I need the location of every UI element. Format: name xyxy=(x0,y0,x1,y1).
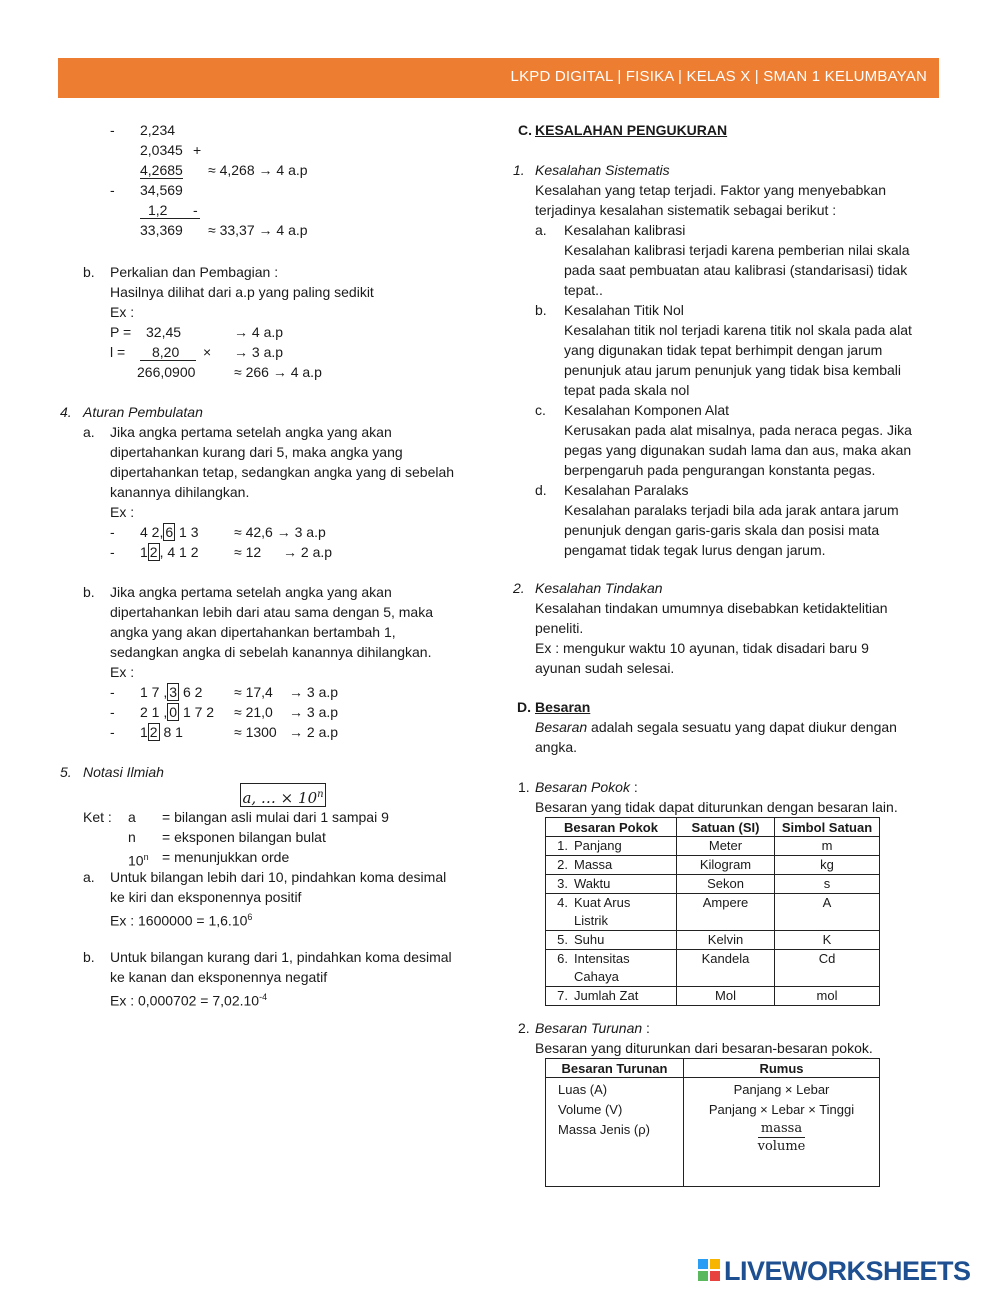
cell-besaran: 1. Panjang xyxy=(546,837,677,856)
table-row xyxy=(546,1078,880,1187)
col-header: Besaran Pokok xyxy=(546,818,677,837)
sistematis-line-1: Kesalahan yang tetap terjadi. Faktor yang menyebabkan xyxy=(535,182,887,198)
titik-nol-line-2: yang digunakan tidak tepat berhimpit dengan jarum xyxy=(564,342,883,358)
section-d-title: Besaran xyxy=(535,699,591,715)
table-header-row xyxy=(546,818,880,837)
cell-satuan: Kelvin xyxy=(677,931,775,950)
round-a-line-1: Jika angka pertama setelah angka yang akan xyxy=(110,424,392,440)
notasi-b-line-1: Untuk bilangan kurang dari 1, pindahkan koma desimal xyxy=(110,949,452,965)
cell-besaran: 3. Waktu xyxy=(546,875,677,894)
round-title: Aturan Pembulatan xyxy=(83,404,203,420)
round-b-ex1-ap: → 3 a.p xyxy=(289,684,339,700)
tindakan-line-3: Ex : mengukur waktu 10 ayunan, tidak disadari baru 9 xyxy=(535,640,869,656)
liveworksheets-logo xyxy=(698,1256,993,1286)
add-ex2-a: 34,569 xyxy=(140,182,183,198)
item-marker: b. xyxy=(83,949,95,965)
cell-simbol: A xyxy=(775,894,880,931)
cell-simbol: kg xyxy=(775,856,880,875)
round-b-line-1: Jika angka pertama setelah angka yang akan xyxy=(110,584,392,600)
cell-satuan: Kilogram xyxy=(677,856,775,875)
round-b-ex1: 1 7 , 3 6 2 xyxy=(140,684,203,700)
header-title: LKPD DIGITAL | FISIKA | KELAS X | SMAN 1 KELUMBAYAN xyxy=(510,68,927,85)
round-a-ex2-approx: ≈ 12 xyxy=(234,544,262,560)
table-row xyxy=(546,894,880,931)
paralaks-line-3: pengamat tidak tegak lurus dengan jarum. xyxy=(564,542,826,558)
section-number: 2. xyxy=(518,1020,530,1036)
logo-text: LIVEWORKSHEETS xyxy=(724,1256,971,1286)
ket-orde-symbol: 10$^n$ xyxy=(128,852,149,869)
table-row xyxy=(546,950,880,987)
mult-desc: Hasilnya dilihat dari a.p yang paling sedikit xyxy=(110,284,374,300)
mult-l-ap: → 3 a.p xyxy=(234,344,284,360)
turunan-names-cell xyxy=(546,1078,684,1187)
table-header-row xyxy=(546,1059,880,1078)
table-row xyxy=(546,875,880,894)
add-ex1-a: 2,234 xyxy=(140,122,176,138)
round-b-ex3-approx: ≈ 1300 xyxy=(234,724,277,740)
paralaks-title: Kesalahan Paralaks xyxy=(564,482,689,498)
cell-besaran: 5. Suhu xyxy=(546,931,677,950)
section-number: 2. xyxy=(513,580,525,596)
round-b-ex2-ap: → 3 a.p xyxy=(289,704,339,720)
paralaks-line-1: Kesalahan paralaks terjadi bila ada jarak antara jarum xyxy=(564,502,899,518)
ket-orde-desc: = menunjukkan orde xyxy=(162,849,290,865)
table-body xyxy=(546,837,880,1006)
rumus-luas: Panjang × Lebar xyxy=(733,1082,830,1097)
ket-label: Ket : xyxy=(83,809,112,825)
pokok-title: Besaran Pokok : xyxy=(535,779,638,795)
tindakan-line-2: peneliti. xyxy=(535,620,584,636)
round-b-ex2-approx: ≈ 21,0 xyxy=(234,704,273,720)
section-number: 1. xyxy=(513,162,525,178)
titik-nol-line-3: penunjuk atau jarum penunjuk yang tidak bisa kembali xyxy=(564,362,901,378)
section-letter: D. xyxy=(517,699,531,715)
round-b-line-2: dipertahankan lebih dari atau sama dengan 5, maka xyxy=(110,604,433,620)
item-marker: b. xyxy=(535,302,547,318)
dash: - xyxy=(110,724,115,740)
mult-p-value: 32,45 xyxy=(146,324,182,340)
item-marker: a. xyxy=(83,424,95,440)
item-marker: a. xyxy=(83,869,95,885)
add-ex2-op: - xyxy=(193,202,198,218)
notasi-b-line-2: ke kanan dan eksponennya negatif xyxy=(110,969,328,985)
round-a-ex2-ap: → 2 a.p xyxy=(283,544,333,560)
round-b-line-4: sedangkan angka di sebelah kanannya dihilangkan. xyxy=(110,644,432,660)
sistematis-title: Kesalahan Sistematis xyxy=(535,162,670,178)
cell-satuan: Mol xyxy=(677,987,775,1006)
kalibrasi-line-2: pada saat pembuatan atau kalibrasi (standarisasi) tidak xyxy=(564,262,908,278)
rumus-volume: Panjang × Lebar × Tinggi xyxy=(708,1102,855,1117)
dash: - xyxy=(110,704,115,720)
mult-p-label: P = xyxy=(110,324,132,340)
round-a-ex1: 4 2, 6 1 3 xyxy=(140,524,199,540)
besaran-definition: Besaran adalah segala sesuatu yang dapat diukur dengan xyxy=(535,719,897,735)
dash: - xyxy=(110,122,115,138)
komponen-title: Kesalahan Komponen Alat xyxy=(564,402,730,418)
round-b-ex1-approx: ≈ 17,4 xyxy=(234,684,273,700)
mult-p-ap: → 4 a.p xyxy=(234,324,284,340)
add-ex1-op: + xyxy=(193,142,202,158)
add-ex1-result: 4,2685 xyxy=(140,162,183,178)
cell-satuan: Ampere xyxy=(677,894,775,931)
cell-simbol: s xyxy=(775,875,880,894)
turunan-desc: Besaran yang diturunkan dari besaran-besaran pokok. xyxy=(535,1040,873,1056)
notasi-a-example: Ex : $1600000 = 1,6.10^6$ xyxy=(110,912,253,929)
sistematis-line-2: terjadinya kesalahan sistematik sebagai berikut : xyxy=(535,202,837,218)
mult-l-label: l = xyxy=(110,344,126,360)
page-header xyxy=(58,58,939,98)
ket-n-symbol: n xyxy=(128,829,136,845)
dash: - xyxy=(110,524,115,540)
round-a-ex2: 1 2 , 4 1 2 xyxy=(140,544,199,560)
komponen-line-3: berpengaruh pada pengurangan konstanta pegas. xyxy=(564,462,876,478)
item-marker: b. xyxy=(83,584,95,600)
section-number: 5. xyxy=(60,764,72,780)
titik-nol-line-4: tepat pada skala nol xyxy=(564,382,690,398)
fraction-denominator: volume xyxy=(757,1139,806,1154)
besaran-turunan-table xyxy=(545,1058,880,1187)
section-c-title: KESALAHAN PENGUKURAN xyxy=(535,122,728,138)
turunan-name: Massa Jenis (ρ) xyxy=(558,1122,650,1137)
cell-simbol: Cd xyxy=(775,950,880,987)
kalibrasi-line-3: tepat.. xyxy=(564,282,603,298)
table-row xyxy=(546,987,880,1006)
cell-besaran: 7. Jumlah Zat xyxy=(546,987,677,1006)
dash: - xyxy=(110,684,115,700)
mult-heading: Perkalian dan Pembagian : xyxy=(110,264,279,280)
dash: - xyxy=(110,182,115,198)
item-marker: a. xyxy=(535,222,547,238)
item-marker: d. xyxy=(535,482,547,498)
rumus-massa-jenis xyxy=(758,1120,806,1155)
kalibrasi-line-1: Kesalahan kalibrasi terjadi karena pemberian nilai skala xyxy=(564,242,910,258)
round-a-line-3: dipertahankan tetap, sedangkan angka yang di sebelah xyxy=(110,464,455,480)
notation-formula: a, … × $10^n$ xyxy=(240,783,326,807)
col-header: Simbol Satuan xyxy=(775,818,880,837)
turunan-name: Luas (A) xyxy=(558,1082,608,1097)
round-b-ex2: 2 1 , 0 1 7 2 xyxy=(140,704,215,720)
notasi-title: Notasi Ilmiah xyxy=(83,764,164,780)
col-header: Besaran Turunan xyxy=(546,1059,684,1078)
add-ex1-b: 2,0345 xyxy=(140,142,183,158)
item-marker: c. xyxy=(535,402,546,418)
rumus-cell xyxy=(684,1078,880,1187)
round-a-line-4: kanannya dihilangkan. xyxy=(110,484,250,500)
tindakan-title: Kesalahan Tindakan xyxy=(535,580,663,596)
komponen-line-1: Kerusakan pada alat misalnya, pada neraca pegas. Jika xyxy=(564,422,912,438)
mult-ex-label: Ex : xyxy=(110,304,135,320)
cell-simbol: m xyxy=(775,837,880,856)
notasi-a-line-2: ke kiri dan eksponennya positif xyxy=(110,889,302,905)
tindakan-line-4: ayunan sudah selesai. xyxy=(535,660,675,676)
titik-nol-title: Kesalahan Titik Nol xyxy=(564,302,684,318)
paralaks-line-2: penunjuk dengan garis-garis skala dan posisi mata xyxy=(564,522,880,538)
ket-n-desc: = eksponen bilangan bulat xyxy=(162,829,326,845)
cell-besaran: 6. Intensitas Cahaya xyxy=(546,950,677,987)
cell-besaran: 2. Massa xyxy=(546,856,677,875)
round-a-ex1-approx: ≈ 42,6 → 3 a.p xyxy=(234,524,326,540)
tindakan-line-1: Kesalahan tindakan umumnya disebabkan ketidaktelitian xyxy=(535,600,888,616)
round-b-line-3: angka yang akan dipertahankan bertambah 1, xyxy=(110,624,396,640)
notasi-b-example: Ex : $0,000702 = 7,02.10^{-4}$ xyxy=(110,992,268,1009)
cell-besaran: 4. Kuat Arus Listrik xyxy=(546,894,677,931)
round-b-ex3: 1 2 8 1 xyxy=(140,724,183,740)
section-number: 4. xyxy=(60,404,72,420)
mult-l-value: 8,20 xyxy=(140,342,196,361)
mult-result-ap: ≈ 266 → 4 a.p xyxy=(234,364,322,380)
komponen-line-2: pegas yang digunakan sudah lama dan aus, maka akan xyxy=(564,442,912,458)
add-ex2-approx: ≈ 33,37 → 4 a.p xyxy=(208,222,308,238)
kalibrasi-title: Kesalahan kalibrasi xyxy=(564,222,686,238)
logo-blocks-icon xyxy=(698,1259,722,1283)
round-a-line-2: dipertahankan kurang dari 5, maka angka yang xyxy=(110,444,403,460)
section-letter: C. xyxy=(518,122,532,138)
turunan-name: Volume (V) xyxy=(558,1102,623,1117)
item-marker: b. xyxy=(83,264,95,280)
table-row xyxy=(546,856,880,875)
cell-satuan: Meter xyxy=(677,837,775,856)
besaran-pokok-table xyxy=(545,817,880,1006)
add-ex1-approx: ≈ 4,268 → 4 a.p xyxy=(208,162,308,178)
col-header: Satuan (SI) xyxy=(677,818,775,837)
round-b-ex3-ap: → 2 a.p xyxy=(289,724,339,740)
section-number: 1. xyxy=(518,779,530,795)
cell-simbol: mol xyxy=(775,987,880,1006)
add-ex2-result: 33,369 xyxy=(140,222,183,238)
col-header: Rumus xyxy=(684,1059,880,1078)
cell-simbol: K xyxy=(775,931,880,950)
add-ex2-b: 1,2 xyxy=(140,200,200,219)
turunan-title: Besaran Turunan : xyxy=(535,1020,650,1036)
round-a-ex-label: Ex : xyxy=(110,504,135,520)
round-b-ex-label: Ex : xyxy=(110,664,135,680)
mult-l-op: × xyxy=(203,344,212,360)
pokok-desc: Besaran yang tidak dapat diturunkan dengan besaran lain. xyxy=(535,799,898,815)
ket-a-symbol: a xyxy=(128,809,136,825)
dash: - xyxy=(110,544,115,560)
ket-a-desc: = bilangan asli mulai dari 1 sampai 9 xyxy=(162,809,389,825)
titik-nol-line-1: Kesalahan titik nol terjadi karena titik nol skala pada alat xyxy=(564,322,912,338)
cell-satuan: Kandela xyxy=(677,950,775,987)
notasi-a-line-1: Untuk bilangan lebih dari 10, pindahkan koma desimal xyxy=(110,869,447,885)
cell-satuan: Sekon xyxy=(677,875,775,894)
fraction-numerator: massa xyxy=(758,1120,806,1138)
besaran-definition-end: angka. xyxy=(535,739,578,755)
table-row xyxy=(546,931,880,950)
mult-result: 266,0900 xyxy=(137,364,196,380)
table-row xyxy=(546,837,880,856)
